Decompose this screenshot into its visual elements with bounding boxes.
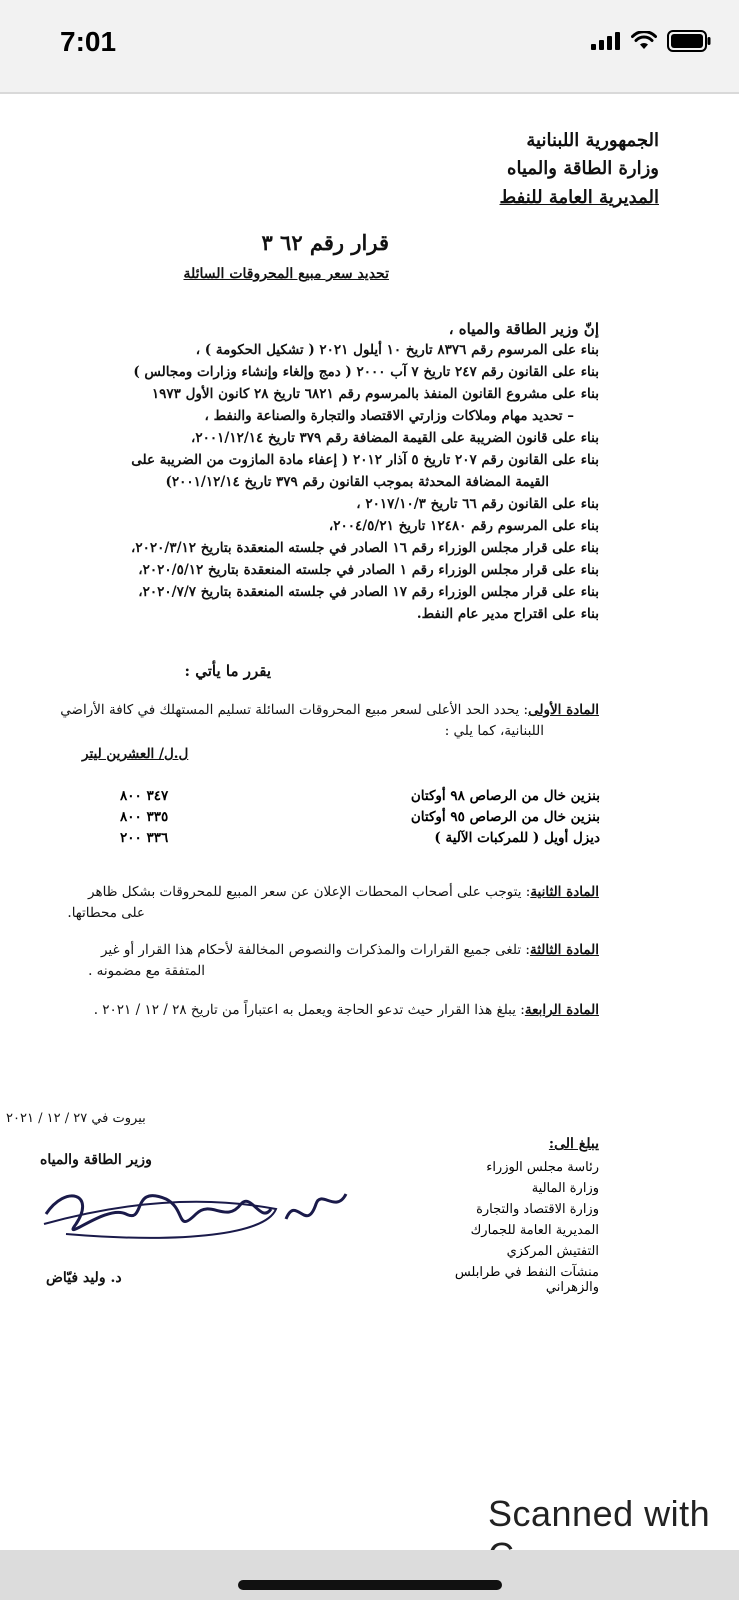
recipient-item: وزارة الاقتصاد والتجارة xyxy=(476,1202,599,1217)
decision-number: قرار رقم ٦٢ ٣ xyxy=(261,230,389,255)
preamble-line: بناء على قرار مجلس الوزراء رقم ١٧ الصادر في جلسته المنعقدة بتاريخ ٢٠٢٠/٧/٧، xyxy=(138,584,599,600)
date-line: بيروت في ٢٧ / ١٢ / ٢٠٢١ xyxy=(6,1111,146,1126)
cellular-signal-icon xyxy=(591,32,621,50)
preamble-line: – تحديد مهام وملاكات وزارتي الاقتصاد والتجارة والصناعة والنفط ، xyxy=(204,408,574,424)
fuel-name: بنزين خال من الرصاص ٩٥ أوكتان xyxy=(410,809,600,825)
fuel-price: ٣٤٧ ٨٠٠ xyxy=(120,788,169,804)
scanner-watermark: Scanned with xyxy=(488,1493,711,1534)
article-3-label: المادة الثالثة xyxy=(529,942,599,958)
decides-heading: يقرر ما يأتي : xyxy=(184,662,271,680)
fuel-name: بنزين خال من الرصاص ٩٨ أوكتان xyxy=(410,788,600,804)
preamble-line: القيمة المضافة المحدثة بموجب القانون رقم ٣٧٩ تاريخ ٢٠٠١/١٢/١٤) xyxy=(165,474,549,490)
preamble-line: بناء على اقتراح مدير عام النفط. xyxy=(416,606,599,622)
recipient-item: وزارة المالية xyxy=(531,1181,599,1196)
preamble-line: بناء على القانون رقم ٢٠٧ تاريخ ٥ آذار ٢٠١٢ ( إعفاء مادة المازوت من الضريبة على xyxy=(131,452,599,468)
recipient-item: منشآت النفط في طرابلس والزهراني xyxy=(454,1265,599,1295)
signatory-title: وزير الطاقة والمياه xyxy=(40,1152,152,1168)
article-2-text: : يتوجب على أصحاب المحطات الإعلان عن سعر المبيع للمحروقات بشكل ظاهر xyxy=(88,884,531,900)
preamble-line: بناء على قرار مجلس الوزراء رقم ١ الصادر في جلسته المنعقدة بتاريخ ٢٠٢٠/٥/١٢، xyxy=(138,562,599,578)
article-3-text: : تلغى جميع القرارات والمذكرات والنصوص المخالفة لأحكام هذا القرار أو غير xyxy=(100,942,530,958)
article-3-line-2: المتفقة مع مضمونه . xyxy=(88,963,205,979)
header-republic: الجمهورية اللبنانية xyxy=(526,130,659,151)
recipients-title: يبلغ الى: xyxy=(548,1136,599,1152)
status-bar xyxy=(0,0,739,92)
article-4-line-1 xyxy=(94,1002,599,1018)
wifi-icon xyxy=(631,31,657,51)
fuel-name: ديزل أويل ( للمركبات الآلية ) xyxy=(434,830,600,846)
preamble-line: بناء على قانون الضريبة على القيمة المضافة رقم ٣٧٩ تاريخ ٢٠٠١/١٢/١٤، xyxy=(191,430,599,446)
article-1-line-2: اللبنانية، كما يلي : xyxy=(444,723,544,739)
article-4-text: : يبلغ هذا القرار حيث تدعو الحاجة ويعمل به اعتباراً من تاريخ ٢٨ / ١٢ / ٢٠٢١ . xyxy=(93,1002,525,1018)
preamble-line: بناء على المرسوم رقم ٨٣٧٦ تاريخ ١٠ أيلول ٢٠٢١ ( تشكيل الحكومة ) ، xyxy=(195,342,599,358)
decision-subject: تحديد سعر مبيع المحروقات السائلة xyxy=(183,266,389,282)
bottom-bar xyxy=(0,1550,739,1600)
signatory-name: د. وليد فيّاض xyxy=(46,1270,122,1286)
battery-icon xyxy=(667,30,711,52)
article-1-label: المادة الأولى xyxy=(528,702,599,718)
preamble-line: بناء على القانون رقم ٢٤٧ تاريخ ٧ آب ٢٠٠٠ ( دمج وإلغاء وإنشاء وزارات ومجالس ) xyxy=(133,364,599,380)
preamble-line: إنّ وزير الطاقة والمياه ، xyxy=(448,320,599,338)
recipient-item: المديرية العامة للجمارك xyxy=(470,1223,599,1238)
header-ministry: وزارة الطاقة والمياه xyxy=(507,158,659,179)
status-icons xyxy=(591,30,711,52)
article-1-line-1 xyxy=(60,702,599,718)
preamble-line: بناء على مشروع القانون المنفذ بالمرسوم رقم ٦٨٢١ تاريخ ٢٨ كانون الأول ١٩٧٣ xyxy=(151,386,599,402)
header-directorate: المديرية العامة للنفط xyxy=(499,187,659,208)
recipient-item: التفتيش المركزي xyxy=(506,1244,599,1259)
article-4-label: المادة الرابعة xyxy=(524,1002,599,1018)
fuel-price: ٣٣٥ ٨٠٠ xyxy=(120,809,169,825)
article-1-text: : يحدد الحد الأعلى لسعر مبيع المحروقات السائلة تسليم المستهلك في كافة الأراضي xyxy=(60,702,529,718)
price-unit: ل.ل/ العشرين ليتر xyxy=(82,746,189,762)
article-2-label: المادة الثانية xyxy=(530,884,599,900)
preamble-line: بناء على المرسوم رقم ١٢٤٨٠ تاريخ ٢٠٠٤/٥/٢١، xyxy=(328,518,599,534)
article-2-line-1 xyxy=(88,884,599,900)
home-indicator[interactable] xyxy=(238,1580,502,1590)
signature-icon xyxy=(36,1164,356,1254)
fuel-price: ٣٣٦ ٢٠٠ xyxy=(120,830,169,846)
document-page xyxy=(0,94,739,1550)
status-time: 7:01 xyxy=(60,26,117,57)
preamble-line: بناء على القانون رقم ٦٦ تاريخ ٢٠١٧/١٠/٣ ، xyxy=(356,496,599,512)
article-3-line-1 xyxy=(101,942,599,958)
recipients-list xyxy=(419,1160,599,1295)
article-2-line-2: على محطاتها. xyxy=(67,905,145,921)
recipient-item: رئاسة مجلس الوزراء xyxy=(486,1160,599,1175)
preamble-line: بناء على قرار مجلس الوزراء رقم ١٦ الصادر في جلسته المنعقدة بتاريخ ٢٠٢٠/٣/١٢، xyxy=(131,540,599,556)
